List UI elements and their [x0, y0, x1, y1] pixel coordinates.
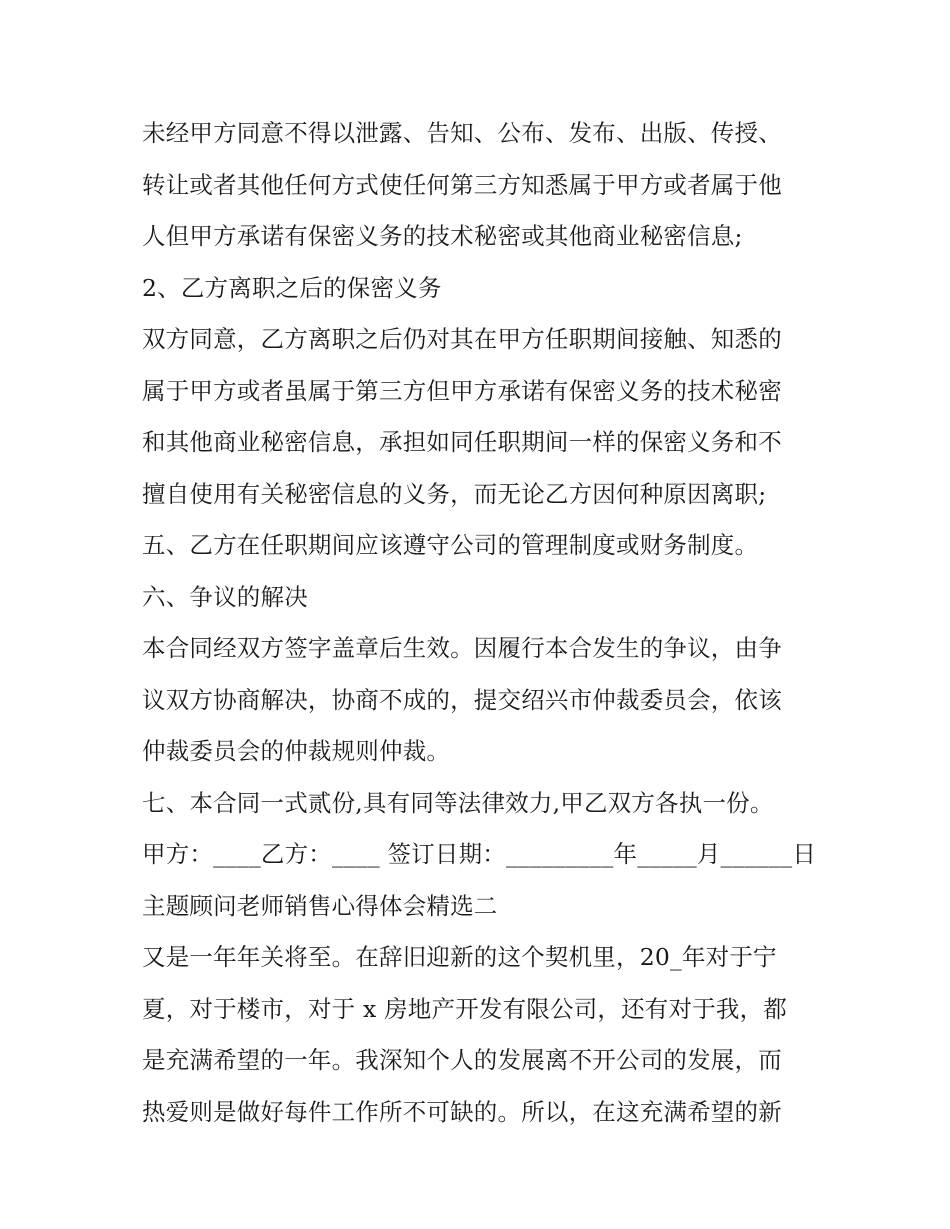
text-line: 人但甲方承诺有保密义务的技术秘密或其他商业秘密信息; — [142, 222, 743, 250]
clause-five: 五、乙方在任职期间应该遵守公司的管理制度或财务制度。 — [142, 531, 759, 559]
text-line: 转让或者其他任何方式使任何第三方知悉属于甲方或者属于他 — [142, 170, 782, 199]
text-line: 又是一年年关将至。在辞旧迎新的这个契机里，20_年对于宁 — [142, 943, 777, 971]
text-line: 属于甲方或者虽属于第三方但甲方承诺有保密义务的技术秘密 — [142, 376, 782, 405]
article-title: 主题顾问老师销售心得体会精选二 — [142, 891, 498, 920]
text-line: 议双方协商解决，协商不成的，提交绍兴市仲裁委员会，依该 — [142, 685, 782, 714]
text-line: 本合同经双方签字盖章后生效。因履行本合发生的争议，由争 — [142, 634, 782, 662]
text-line: 未经甲方同意不得以泄露、告知、公布、发布、出版、传授、 — [142, 119, 782, 147]
signature-line: 甲方：____乙方：____ 签订日期：_________年_____月______日 — [142, 840, 817, 868]
text-line: 热爱则是做好每件工作所不可缺的。所以，在这充满希望的新 — [142, 1097, 782, 1126]
text-line: 夏，对于楼市，对于 x 房地产开发有限公司，还有对于我，都 — [142, 994, 787, 1023]
section-heading: 六、争议的解决 — [142, 582, 308, 611]
text-line: 仲裁委员会的仲裁规则仲裁。 — [142, 737, 451, 765]
text-line: 和其他商业秘密信息，承担如同任职期间一样的保密义务和不 — [142, 428, 782, 456]
section-heading: 2、乙方离职之后的保密义务 — [142, 273, 442, 302]
text-line: 擅自使用有关秘密信息的义务，而无论乙方因何种原因离职; — [142, 479, 767, 508]
text-line: 双方同意，乙方离职之后仍对其在甲方任职期间接触、知悉的 — [142, 325, 782, 353]
clause-seven: 七、本合同一式贰份,具有同等法律效力,甲乙双方各执一份。 — [142, 788, 774, 817]
document-body — [142, 108, 822, 1138]
text-line: 是充满希望的一年。我深知个人的发展离不开公司的发展，而 — [142, 1046, 782, 1074]
